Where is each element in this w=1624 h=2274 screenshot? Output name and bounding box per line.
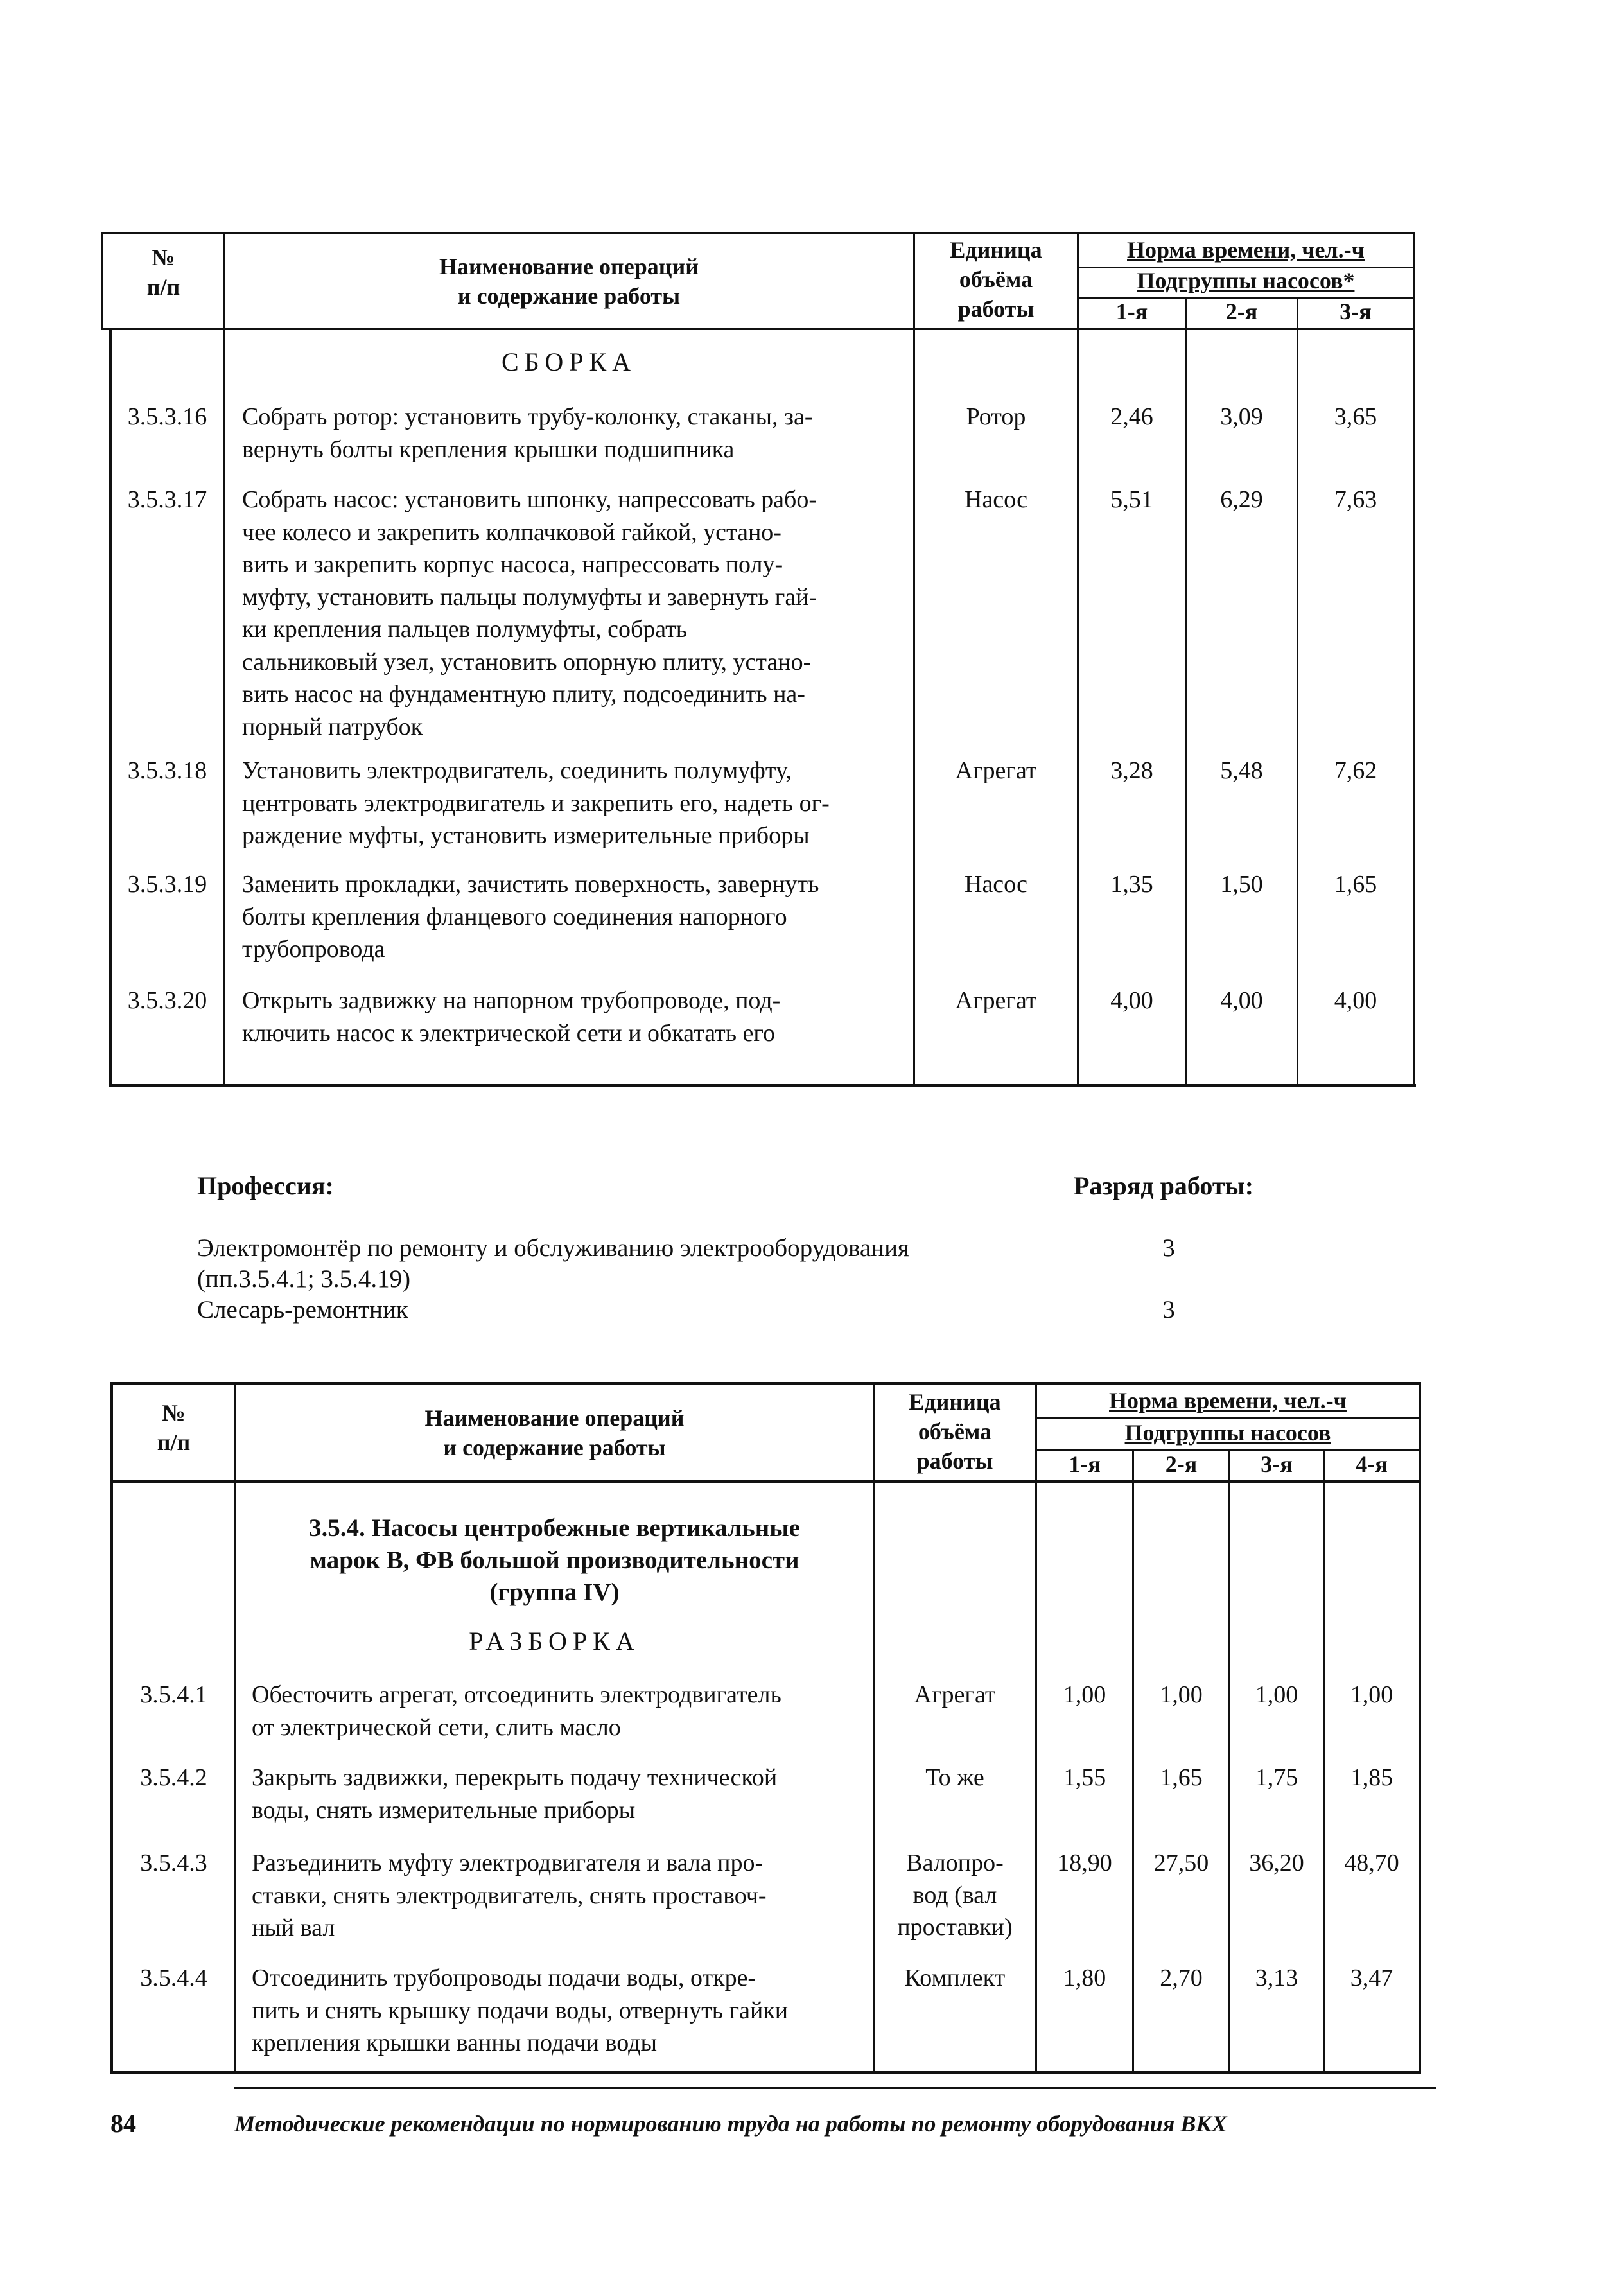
row-description: Заменить прокладки, зачистить поверхность, завернуть болты крепления фланцевого соединения напорного трубопровода — [242, 871, 819, 963]
row-value-4: 1,00 — [1350, 1681, 1393, 1708]
row-value-1: 5,51 — [1110, 486, 1153, 513]
row-value-3: 7,62 — [1334, 757, 1377, 784]
table-2-header-name: Наименование операций и содержание работы — [424, 1405, 685, 1460]
row-value-3: 1,75 — [1255, 1764, 1298, 1791]
table-2-section-title: РАЗБОРКА — [469, 1627, 640, 1656]
grade-label: Разряд работы: — [1074, 1171, 1254, 1200]
row-unit: Агрегат — [955, 987, 1037, 1014]
row-description: Закрыть задвижки, перекрыть подачу технической воды, снять измерительные приборы — [252, 1764, 778, 1824]
row-description: Установить электродвигатель, соединить полумуфту, центровать электродвигатель и закрепить его, надеть ог- раждение муфты, установить измерительные приборы — [242, 757, 830, 849]
row-value-1: 2,46 — [1110, 403, 1153, 430]
profession-label: Профессия: — [197, 1171, 334, 1200]
row-value-1: 1,35 — [1110, 871, 1153, 898]
row-number: 3.5.3.18 — [127, 757, 207, 784]
table-2-header-col-2: 2-я — [1165, 1451, 1198, 1477]
row-number: 3.5.4.3 — [140, 1850, 207, 1876]
row-unit: Ротор — [966, 403, 1026, 430]
table-1-header-col-3: 3-я — [1340, 299, 1372, 324]
footer-title: Методические рекомендации по нормированию труда на работы по ремонту оборудования ВКХ — [234, 2111, 1227, 2137]
row-description: Отсоединить трубопроводы подачи воды, откре- пить и снять крышку подачи воды, отвернуть гайки крепления крышки ванны подачи воды — [252, 1964, 789, 2056]
row-unit: То же — [925, 1764, 984, 1791]
row-value-4: 48,70 — [1344, 1850, 1399, 1876]
row-value-1: 1,80 — [1063, 1964, 1106, 1991]
row-number: 3.5.4.1 — [140, 1681, 207, 1708]
row-unit: Комплект — [904, 1964, 1006, 1991]
row-value-4: 1,85 — [1350, 1764, 1393, 1791]
profession-name: Слесарь-ремонтник — [197, 1296, 408, 1324]
row-value-2: 4,00 — [1220, 987, 1263, 1014]
row-value-3: 4,00 — [1334, 987, 1377, 1014]
row-number: 3.5.3.17 — [127, 486, 207, 513]
table-1-section-title: СБОРКА — [501, 347, 637, 376]
row-description: Разъединить муфту электродвигателя и вала про- ставки, снять электродвигатель, снять проставоч- ный вал — [252, 1850, 767, 1941]
row-value-3: 3,13 — [1255, 1964, 1298, 1991]
row-value-4: 3,47 — [1350, 1964, 1393, 1991]
table-2-header-subgroups: Подгруппы насосов — [1124, 1420, 1331, 1446]
page-number: 84 — [110, 2109, 136, 2138]
row-description: Собрать насос: установить шпонку, напрессовать рабо- чее колесо и закрепить колпачковой гайкой, устано- вить и закрепить корпус насоса, напрессовать полу- муфту, установить пальцы полумуфты и завернуть гай- ки крепления пальцев полумуфты, собрать сальниковый узел, установить опорную плиту, устано- вить насос на фундаментную плиту, подсоединить на- порный патрубок — [242, 486, 817, 740]
row-description: Собрать ротор: установить трубу-колонку, стаканы, за- вернуть болты крепления крышки подшипника — [242, 403, 813, 463]
row-unit: Агрегат — [914, 1681, 996, 1708]
row-description: Открыть задвижку на напорном трубопроводе, под- ключить насос к электрической сети и обкатать его — [242, 987, 781, 1047]
row-value-2: 2,70 — [1160, 1964, 1203, 1991]
row-unit: Насос — [965, 486, 1027, 513]
row-value-1: 18,90 — [1057, 1850, 1112, 1876]
row-value-2: 3,09 — [1220, 403, 1263, 430]
row-description: Обесточить агрегат, отсоединить электродвигатель от электрической сети, слить масло — [252, 1681, 781, 1741]
table-1-header-subgroups: Подгруппы насосов* — [1137, 268, 1355, 293]
row-value-2: 1,00 — [1160, 1681, 1203, 1708]
table-2-header-col-3: 3-я — [1261, 1451, 1293, 1477]
profession-grade: 3 — [1162, 1234, 1175, 1262]
row-number: 3.5.3.19 — [127, 871, 207, 898]
row-number: 3.5.3.20 — [127, 987, 207, 1014]
table-2-header-norm: Норма времени, чел.-ч — [1109, 1388, 1347, 1413]
row-value-3: 7,63 — [1334, 486, 1377, 513]
table-1-header-num: № п/п — [146, 245, 180, 300]
row-value-2: 6,29 — [1220, 486, 1263, 513]
row-value-1: 3,28 — [1110, 757, 1153, 784]
profession-name: Электромонтёр по ремонту и обслуживанию электрооборудования (пп.3.5.4.1; 3.5.4.19) — [197, 1234, 909, 1293]
row-value-3: 3,65 — [1334, 403, 1377, 430]
row-value-3: 1,00 — [1255, 1681, 1298, 1708]
table-1-header-name: Наименование операций и содержание работы — [439, 254, 699, 309]
table-1-header-unit: Единица объёма работы — [950, 237, 1042, 322]
profession-grade: 3 — [1162, 1296, 1175, 1324]
table-2-header-num: № п/п — [157, 1400, 191, 1455]
row-value-1: 1,55 — [1063, 1764, 1106, 1791]
row-value-3: 1,65 — [1334, 871, 1377, 898]
row-unit: Валопро- вод (вал проставки) — [897, 1850, 1013, 1941]
table-1-header-col-1: 1-я — [1115, 299, 1148, 324]
row-number: 3.5.4.4 — [140, 1964, 207, 1991]
row-unit: Насос — [965, 871, 1027, 898]
row-value-2: 5,48 — [1220, 757, 1263, 784]
row-value-1: 1,00 — [1063, 1681, 1106, 1708]
row-value-2: 1,65 — [1160, 1764, 1203, 1791]
row-number: 3.5.4.2 — [140, 1764, 207, 1791]
table-2-header-col-4: 4-я — [1356, 1451, 1388, 1477]
table-2-header-col-1: 1-я — [1069, 1451, 1101, 1477]
row-value-2: 1,50 — [1220, 871, 1263, 898]
table-1-header-norm: Норма времени, чел.-ч — [1127, 237, 1365, 263]
table-2-group-title: 3.5.4. Насосы центробежные вертикальные марок В, ФВ большой производительности (группа IV) — [309, 1514, 800, 1606]
row-unit: Агрегат — [955, 757, 1037, 784]
row-value-1: 4,00 — [1110, 987, 1153, 1014]
row-value-2: 27,50 — [1153, 1850, 1209, 1876]
table-1-header-col-2: 2-я — [1225, 299, 1258, 324]
row-value-3: 36,20 — [1249, 1850, 1304, 1876]
row-number: 3.5.3.16 — [127, 403, 207, 430]
table-2-header-unit: Единица объёма работы — [909, 1389, 1001, 1474]
